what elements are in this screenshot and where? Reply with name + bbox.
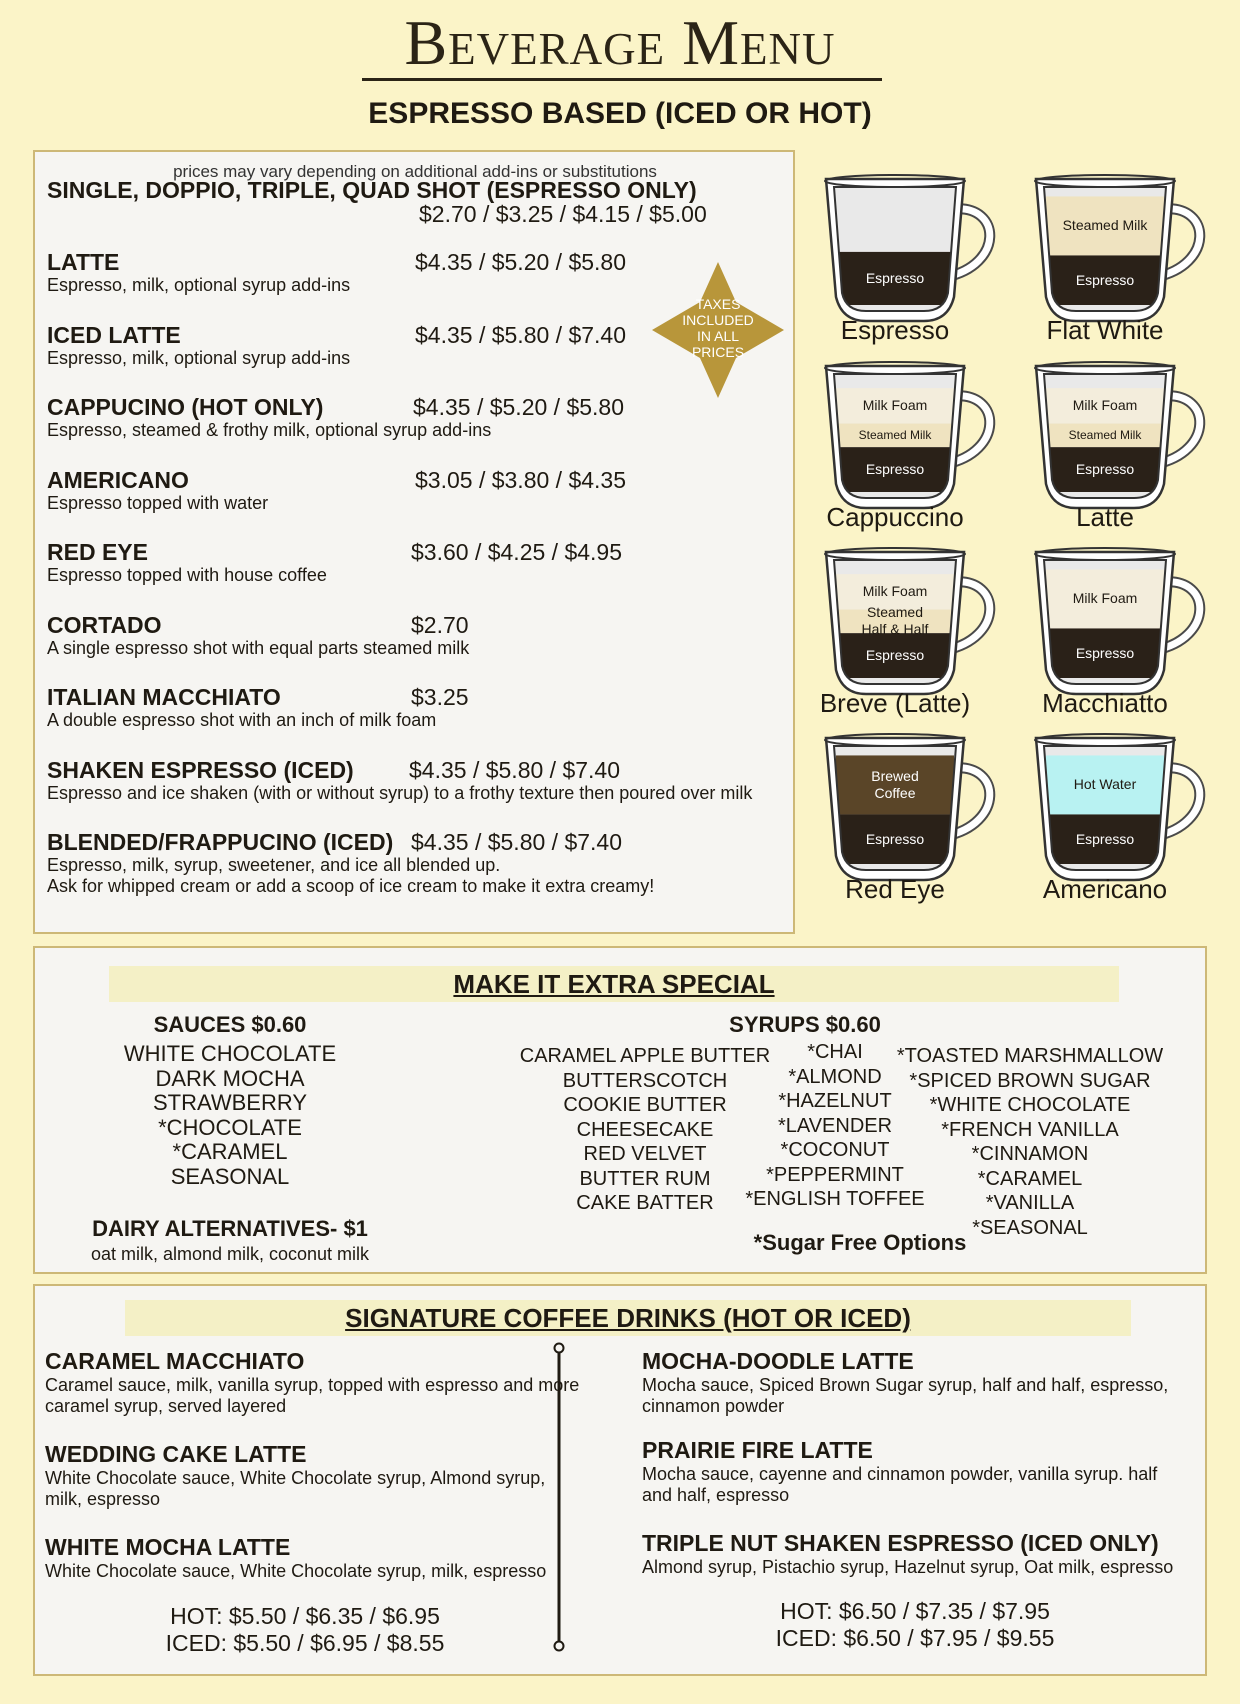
cup-layer-label: Brewed Coffee	[871, 767, 919, 801]
iced-price: ICED: $5.50 / $6.95 / $8.55	[165, 1630, 445, 1656]
syrup-item: *FRENCH VANILLA	[941, 1118, 1119, 1141]
syrup-item: *TOASTED MARSHMALLOW	[896, 1045, 1164, 1067]
badge-line: INCLUDED	[682, 312, 754, 328]
dairy-title: DAIRY ALTERNATIVES- $1	[92, 1216, 368, 1241]
cup-layer-label: Milk Foam	[1072, 590, 1138, 607]
cup-macchiatto	[1030, 538, 1230, 718]
extras-title: MAKE IT EXTRA SPECIAL	[109, 966, 1119, 1002]
menu-title: Beverage Menu	[404, 7, 836, 78]
drink-description: White Chocolate sauce, White Chocolate syrup, milk, espresso	[45, 1561, 547, 1581]
item-price: $4.35 / $5.80 / $7.40	[411, 829, 623, 855]
cup-layer-label: Milk Foam	[862, 583, 928, 600]
item-name: SINGLE, DOPPIO, TRIPLE, QUAD SHOT (ESPRESSO ONLY)	[47, 177, 697, 203]
syrup-item: *LAVENDER	[777, 1114, 893, 1137]
sauce-item: *CHOCOLATE	[158, 1114, 302, 1140]
sauces-title: SAUCES $0.60	[153, 1012, 307, 1037]
cup-americano	[1030, 724, 1230, 904]
badge-line: IN ALL	[696, 328, 740, 344]
syrups-title: SYRUPS $0.60	[729, 1012, 881, 1037]
price-note: prices may vary depending on additional add-ins or substitutions	[173, 162, 657, 181]
syrup-item: CAKE BATTER	[576, 1192, 714, 1214]
item-price: $2.70	[411, 612, 469, 638]
badge-line: PRICES	[691, 344, 745, 360]
syrup-item: *COCONUT	[780, 1139, 890, 1161]
hot-price: HOT: $5.50 / $6.35 / $6.95	[170, 1603, 440, 1629]
cup-name: Latte	[1076, 502, 1134, 532]
item-price: $3.25	[411, 684, 469, 710]
item-description: Espresso, milk, optional syrup add-ins	[47, 275, 351, 295]
syrup-item: *CINNAMON	[971, 1143, 1089, 1165]
cup-name: Espresso	[840, 315, 950, 345]
item-name: RED EYE	[47, 539, 148, 565]
item-description: A single espresso shot with equal parts steamed milk	[47, 638, 470, 658]
sauce-item: STRAWBERRY	[152, 1090, 308, 1115]
item-name: LATTE	[47, 249, 120, 275]
item-price: $3.05 / $3.80 / $4.35	[415, 467, 627, 493]
extras-panel	[33, 946, 1207, 1274]
item-price: $4.35 / $5.80 / $7.40	[409, 757, 621, 783]
taxes-badge	[648, 260, 788, 400]
cup-layer-label: Hot Water	[1073, 776, 1137, 793]
coffee-cup-icon	[1030, 538, 1230, 698]
cup-layer-label: Steamed Milk	[858, 427, 932, 442]
coffee-cup-icon	[1030, 724, 1230, 884]
cup-name: Americano	[1042, 874, 1168, 904]
sauce-item: WHITE CHOCOLATE	[123, 1041, 337, 1066]
drink-name: WEDDING CAKE LATTE	[45, 1441, 307, 1467]
iced-price: ICED: $6.50 / $7.95 / $9.55	[775, 1625, 1055, 1651]
syrup-item: *SPICED BROWN SUGAR	[909, 1069, 1151, 1092]
cup-espresso	[820, 165, 1020, 345]
item-name: CORTADO	[47, 612, 162, 638]
signature-drinks-panel	[33, 1284, 1207, 1676]
item-price: $4.35 / $5.20 / $5.80	[413, 394, 625, 420]
cup-layer-label: Milk Foam	[1072, 397, 1138, 414]
cup-layer-label: Espresso	[1075, 271, 1135, 288]
syrup-item: CARAMEL APPLE BUTTER	[519, 1045, 771, 1067]
cup-red-eye	[820, 724, 1020, 904]
cup-name: Flat White	[1046, 315, 1164, 345]
item-name: ICED LATTE	[47, 322, 181, 348]
item-name: ITALIAN MACCHIATO	[47, 684, 281, 710]
cup-layer-label: Steamed Milk	[1062, 217, 1148, 234]
syrup-item: *CARAMEL	[977, 1167, 1083, 1190]
syrup-item: BUTTER RUM	[579, 1167, 711, 1190]
item-description: Espresso topped with water	[47, 493, 269, 513]
cup-name: Cappuccino	[826, 502, 964, 532]
cup-layer-label: Espresso	[1075, 830, 1135, 847]
coffee-cup-icon	[1030, 165, 1230, 325]
cup-layer-label: Espresso	[1075, 644, 1135, 661]
cup-name: Breve (Latte)	[819, 688, 971, 718]
drink-description: Almond syrup, Pistachio syrup, Hazelnut syrup, Oat milk, espresso	[642, 1557, 1174, 1577]
item-price: $4.35 / $5.20 / $5.80	[415, 249, 627, 275]
title-underline	[362, 78, 882, 81]
item-name: SHAKEN ESPRESSO (ICED)	[47, 757, 354, 783]
syrup-item: *HAZELNUT	[778, 1090, 892, 1112]
item-name: AMERICANO	[47, 467, 189, 493]
cup-layer-label: Espresso	[865, 647, 925, 664]
cup-layer-label: Milk Foam	[862, 397, 928, 414]
drink-name: WHITE MOCHA LATTE	[45, 1534, 291, 1560]
hot-price: HOT: $6.50 / $7.35 / $7.95	[780, 1598, 1050, 1624]
syrup-item: BUTTERSCOTCH	[562, 1069, 728, 1092]
cup-layer-label: Espresso	[865, 830, 925, 847]
item-description: A double espresso shot with an inch of milk foam	[47, 710, 437, 730]
item-description: Ask for whipped cream or add a scoop of ice cream to make it extra creamy!	[47, 876, 655, 896]
signature-prices-left	[95, 1603, 515, 1657]
cup-cappuccino	[820, 352, 1020, 532]
syrup-item: CHEESECAKE	[576, 1118, 714, 1141]
coffee-cup-icon	[820, 724, 1020, 884]
syrup-item: *ENGLISH TOFFEE	[745, 1188, 925, 1210]
sauce-item: SEASONAL	[170, 1163, 290, 1189]
syrup-item: *PEPPERMINT	[766, 1163, 904, 1186]
syrups-list	[895, 1044, 1165, 1240]
item-name: CAPPUCINO (HOT ONLY)	[47, 394, 324, 420]
sauce-item: *CARAMEL	[172, 1139, 288, 1164]
drink-description: White Chocolate sauce, White Chocolate syrup, Almond syrup, milk, espresso	[45, 1468, 546, 1509]
item-price: $4.35 / $5.80 / $7.40	[415, 322, 627, 348]
drink-description: Caramel sauce, milk, vanilla syrup, topped with espresso and more caramel syrup, served layered	[45, 1375, 580, 1416]
syrup-item: *CHAI	[807, 1041, 863, 1063]
syrup-item: *ALMOND	[788, 1065, 882, 1088]
cup-flat-white	[1030, 165, 1230, 345]
syrup-item: COOKIE BUTTER	[563, 1094, 727, 1116]
cup-layer-label: Espresso	[865, 269, 925, 286]
item-description: Espresso, milk, syrup, sweetener, and ice all blended up.	[47, 855, 501, 875]
syrup-item: RED VELVET	[583, 1143, 707, 1165]
signature-title: SIGNATURE COFFEE DRINKS (HOT OR ICED)	[125, 1300, 1131, 1336]
item-description: Espresso, steamed & frothy milk, optional syrup add-ins	[47, 420, 492, 440]
badge-line: TAXES	[695, 296, 741, 312]
drink-description: Mocha sauce, cayenne and cinnamon powder, vanilla syrup. half and half, espresso	[642, 1464, 1158, 1505]
item-price: $2.70 / $3.25 / $4.15 / $5.00	[419, 201, 707, 227]
drink-name: PRAIRIE FIRE LATTE	[642, 1437, 873, 1463]
dairy-options: oat milk, almond milk, coconut milk	[90, 1244, 370, 1264]
sauces-list	[105, 1042, 355, 1189]
drink-name: CARAMEL MACCHIATO	[45, 1348, 305, 1374]
syrup-item: *WHITE CHOCOLATE	[929, 1094, 1131, 1116]
cup-layer-label: Espresso	[1075, 461, 1135, 478]
drink-name: TRIPLE NUT SHAKEN ESPRESSO (ICED ONLY)	[642, 1530, 1159, 1556]
item-description: Espresso topped with house coffee	[47, 565, 327, 585]
item-price: $3.60 / $4.25 / $4.95	[411, 539, 623, 565]
item-name: BLENDED/FRAPPUCINO (ICED)	[47, 829, 394, 855]
coffee-cup-icon	[820, 165, 1020, 325]
cup-layer-label: Espresso	[865, 461, 925, 478]
signature-prices-right	[705, 1598, 1125, 1652]
item-description: Espresso, milk, optional syrup add-ins	[47, 348, 351, 368]
syrup-item: *VANILLA	[985, 1192, 1075, 1214]
cup-layer-label: Steamed Milk	[1068, 427, 1142, 442]
section-subtitle: ESPRESSO BASED (ICED OR HOT)	[368, 97, 872, 130]
sugar-free-note: *Sugar Free Options	[753, 1230, 967, 1255]
column-divider	[551, 1342, 567, 1652]
sauce-item: DARK MOCHA	[155, 1065, 305, 1091]
syrup-item: *SEASONAL	[972, 1216, 1088, 1239]
cup-breve-latte	[820, 538, 1020, 718]
cup-name: Macchiatto	[1042, 688, 1168, 718]
item-description: Espresso and ice shaken (with or without syrup) to a frothy texture then poured over milk	[47, 783, 753, 803]
drink-name: MOCHA-DOODLE LATTE	[642, 1348, 914, 1374]
cup-name: Red Eye	[845, 874, 945, 904]
drink-description: Mocha sauce, Spiced Brown Sugar syrup, half and half, espresso, cinnamon powder	[642, 1375, 1169, 1416]
cup-latte	[1030, 352, 1230, 532]
cup-layer-label: Steamed Half & Half	[861, 604, 929, 638]
